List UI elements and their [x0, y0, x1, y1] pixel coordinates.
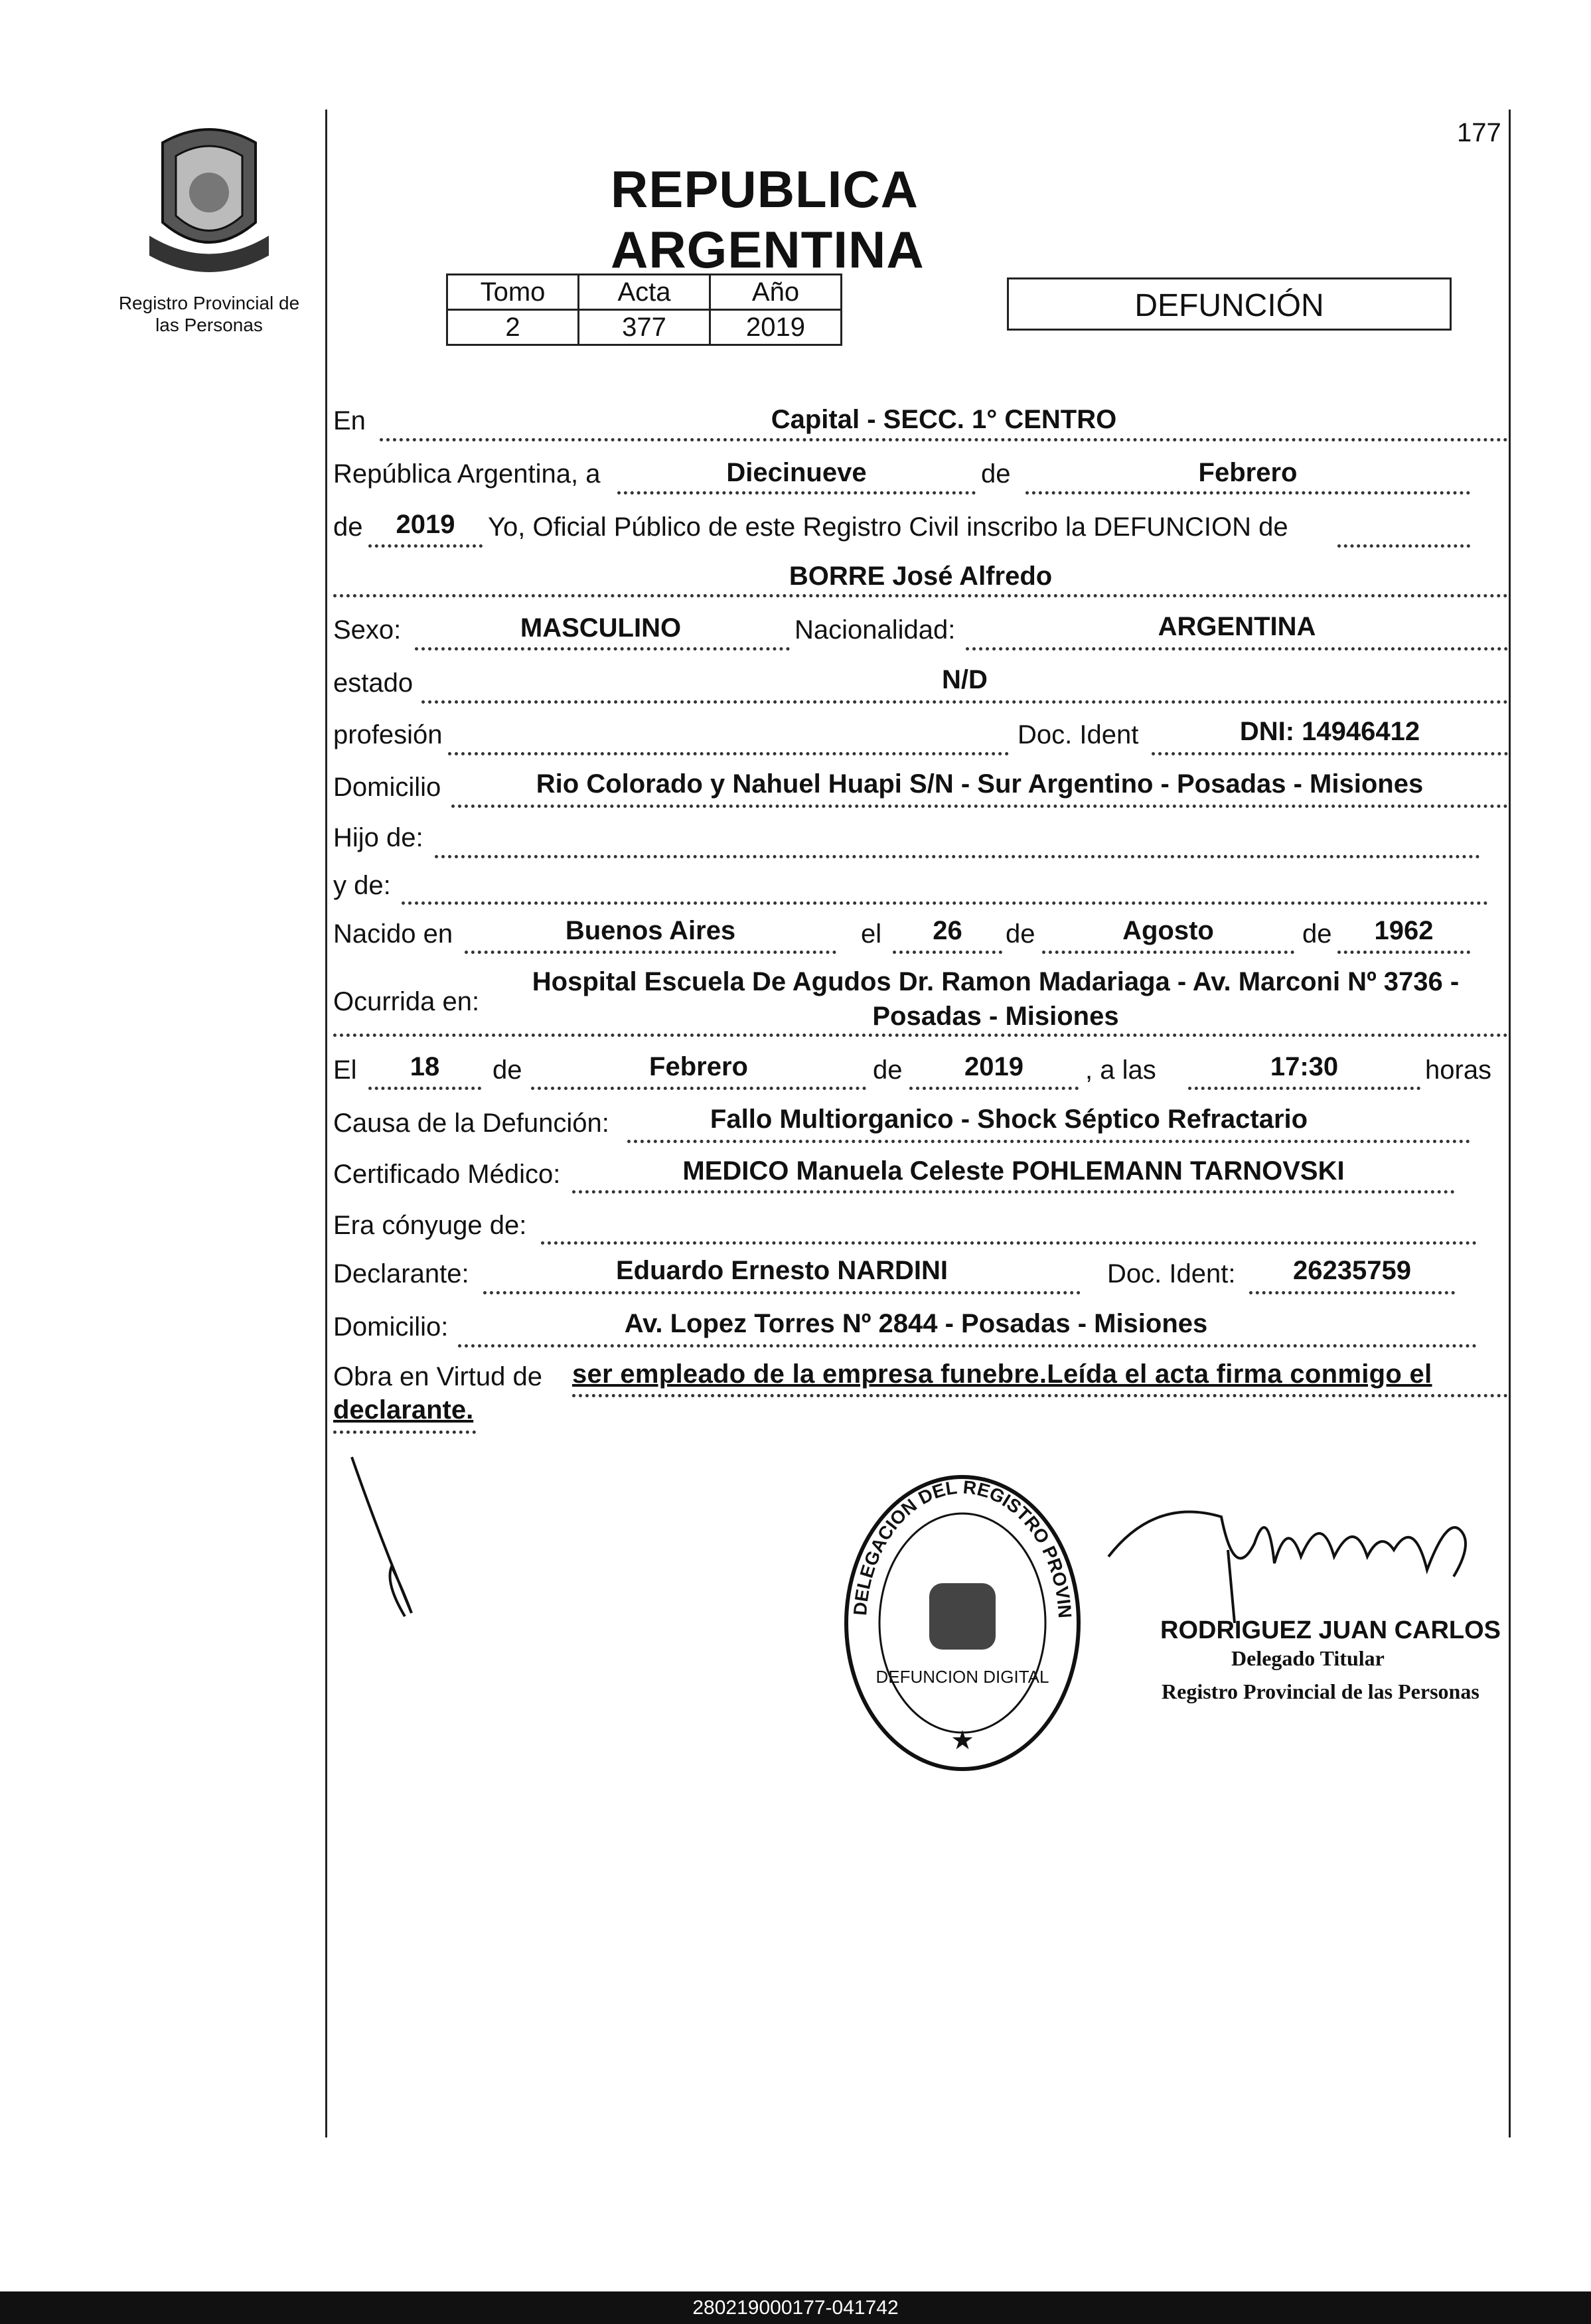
death-year-value: 2019 — [964, 1052, 1023, 1081]
domicilio-line — [451, 805, 1508, 808]
sexo-line — [415, 647, 790, 651]
nacionalidad-value: ARGENTINA — [1158, 612, 1316, 641]
domicilio2-label: Domicilio: — [333, 1312, 449, 1342]
obra-line-2 — [333, 1431, 476, 1434]
conyuge-label: Era cónyuge de: — [333, 1211, 527, 1240]
day-value: Diecinueve — [726, 458, 867, 487]
domicilio-value: Rio Colorado y Nahuel Huapi S/N - Sur Argentino - Posadas - Misiones — [536, 769, 1424, 799]
month-value: Febrero — [1198, 458, 1298, 487]
ocurrida-value-line1: Hospital Escuela De Agudos Dr. Ramon Madariaga - Av. Marconi Nº 3736 - — [532, 967, 1460, 996]
signatory-office: Registro Provincial de las Personas — [1162, 1679, 1479, 1703]
death-time-line — [1188, 1087, 1420, 1090]
domicilio-label: Domicilio — [333, 773, 441, 802]
causa-label: Causa de la Defunción: — [333, 1109, 609, 1138]
year-line — [368, 544, 483, 548]
de-label-5: de — [492, 1055, 522, 1085]
de-label-6: de — [873, 1055, 903, 1085]
name-line — [333, 594, 1508, 597]
declarante-line — [483, 1291, 1081, 1294]
stamp-inner-text: DEFUNCION DIGITAL — [875, 1667, 1049, 1687]
sexo-value: MASCULINO — [520, 613, 682, 643]
el-label: el — [861, 919, 882, 949]
certificado-line — [572, 1190, 1455, 1194]
hijo-line — [435, 855, 1480, 858]
day-line — [617, 491, 976, 495]
table-header-acta: Acta — [579, 275, 710, 310]
birth-day-line — [893, 951, 1002, 954]
en-line — [380, 438, 1508, 441]
yde-label: y de: — [333, 871, 391, 900]
nacionalidad-line — [966, 647, 1508, 651]
registry-name: Registro Provincial de las Personas — [118, 293, 300, 335]
profesion-label: profesión — [333, 720, 443, 749]
declarante-doc-line — [1249, 1291, 1455, 1294]
causa-line — [627, 1140, 1470, 1143]
estado-line — [421, 700, 1508, 704]
conyuge-line — [541, 1241, 1477, 1245]
doc-line — [1152, 752, 1508, 755]
nacido-value: Buenos Aires — [565, 916, 736, 945]
left-margin-rule — [325, 110, 327, 2137]
name-value: BORRE José Alfredo — [789, 562, 1053, 591]
doc-value: DNI: 14946412 — [1239, 717, 1420, 746]
causa-value: Fallo Multiorganico - Shock Séptico Refractario — [710, 1105, 1308, 1134]
province-logo — [136, 123, 282, 275]
obra-line — [572, 1394, 1508, 1397]
de-label-2: de — [333, 512, 363, 542]
declarante-doc-value: 26235759 — [1293, 1256, 1411, 1285]
doc-label: Doc. Ident — [1018, 720, 1139, 749]
certificado-value: MEDICO Manuela Celeste POHLEMANN TARNOVSKI — [682, 1156, 1345, 1186]
obra-value-line2: declarante. — [333, 1395, 474, 1425]
alas-label: , a las — [1085, 1055, 1156, 1085]
death-time-value: 17:30 — [1270, 1052, 1339, 1081]
birth-year-line — [1337, 951, 1470, 954]
table-value-acta: 377 — [579, 310, 710, 345]
official-stamp — [840, 1470, 1085, 1776]
ocurrida-line — [333, 1034, 1508, 1037]
estado-label: estado — [333, 668, 414, 698]
right-margin-rule — [1509, 110, 1511, 2137]
domicilio2-line — [458, 1344, 1477, 1348]
death-year-line — [909, 1087, 1079, 1090]
de-label-3: de — [1006, 919, 1035, 949]
de-label-4: de — [1302, 919, 1332, 949]
signatory-name: RODRIGUEZ JUAN CARLOS — [1160, 1616, 1501, 1644]
registry-table — [446, 273, 842, 346]
declarante-doc-label: Doc. Ident: — [1107, 1259, 1236, 1288]
obra-value-line1: ser empleado de la empresa funebre.Leída el acta firma conmigo el — [572, 1359, 1432, 1389]
estado-value: N/D — [942, 665, 988, 694]
stamp-outer-text: DELEGACION DEL REGISTRO PROVIN — [850, 1476, 1076, 1619]
domicilio2-value: Av. Lopez Torres Nº 2844 - Posadas - Misiones — [624, 1309, 1208, 1338]
death-day-line — [368, 1087, 481, 1090]
birth-month-line — [1042, 951, 1294, 954]
pen-mark — [339, 1454, 431, 1626]
profesion-line — [448, 752, 1009, 755]
table-header-tomo: Tomo — [447, 275, 579, 310]
ocurrida-label: Ocurrida en: — [333, 987, 480, 1016]
en-value: Capital - SECC. 1° CENTRO — [771, 405, 1117, 434]
page-title: REPUBLICA ARGENTINA — [611, 160, 925, 279]
de-label: de — [981, 459, 1011, 489]
en-label: En — [333, 406, 366, 435]
nacido-line — [465, 951, 836, 954]
footer-code: 280219000177-041742 — [0, 2291, 1591, 2324]
page-number: 177 — [1457, 118, 1501, 147]
birth-day-value: 26 — [933, 916, 962, 945]
table-value-tomo: 2 — [447, 310, 579, 345]
inscribo-text: Yo, Oficial Público de este Registro Civil inscribo la DEFUNCION de — [488, 512, 1288, 542]
declarante-value: Eduardo Ernesto NARDINI — [615, 1256, 948, 1285]
record-type-box: DEFUNCIÓN — [1007, 277, 1452, 331]
ocurrida-value-line2: Posadas - Misiones — [872, 1002, 1119, 1031]
signature — [1102, 1477, 1500, 1630]
death-month-line — [531, 1087, 866, 1090]
month-line — [1025, 491, 1470, 495]
year-value: 2019 — [396, 510, 455, 539]
death-day-value: 18 — [410, 1052, 440, 1081]
horas-label: horas — [1425, 1055, 1492, 1085]
hijo-label: Hijo de: — [333, 823, 423, 852]
table-header-ano: Año — [710, 275, 842, 310]
death-month-value: Febrero — [649, 1052, 748, 1081]
republica-label: República Argentina, a — [333, 459, 601, 489]
obra-label: Obra en Virtud de — [333, 1362, 543, 1391]
birth-month-value: Agosto — [1122, 916, 1214, 945]
signatory-title: Delegado Titular — [1231, 1646, 1385, 1670]
declarante-label: Declarante: — [333, 1259, 469, 1288]
birth-year-value: 1962 — [1374, 916, 1434, 945]
certificado-label: Certificado Médico: — [333, 1160, 561, 1189]
sexo-label: Sexo: — [333, 615, 402, 645]
el2-label: El — [333, 1055, 357, 1085]
nacionalidad-label: Nacionalidad: — [795, 615, 956, 645]
inscribo-line — [1337, 544, 1470, 548]
yde-line — [402, 901, 1488, 905]
nacido-label: Nacido en — [333, 919, 453, 949]
svg-text:★: ★ — [950, 1726, 974, 1755]
table-value-ano: 2019 — [710, 310, 842, 345]
